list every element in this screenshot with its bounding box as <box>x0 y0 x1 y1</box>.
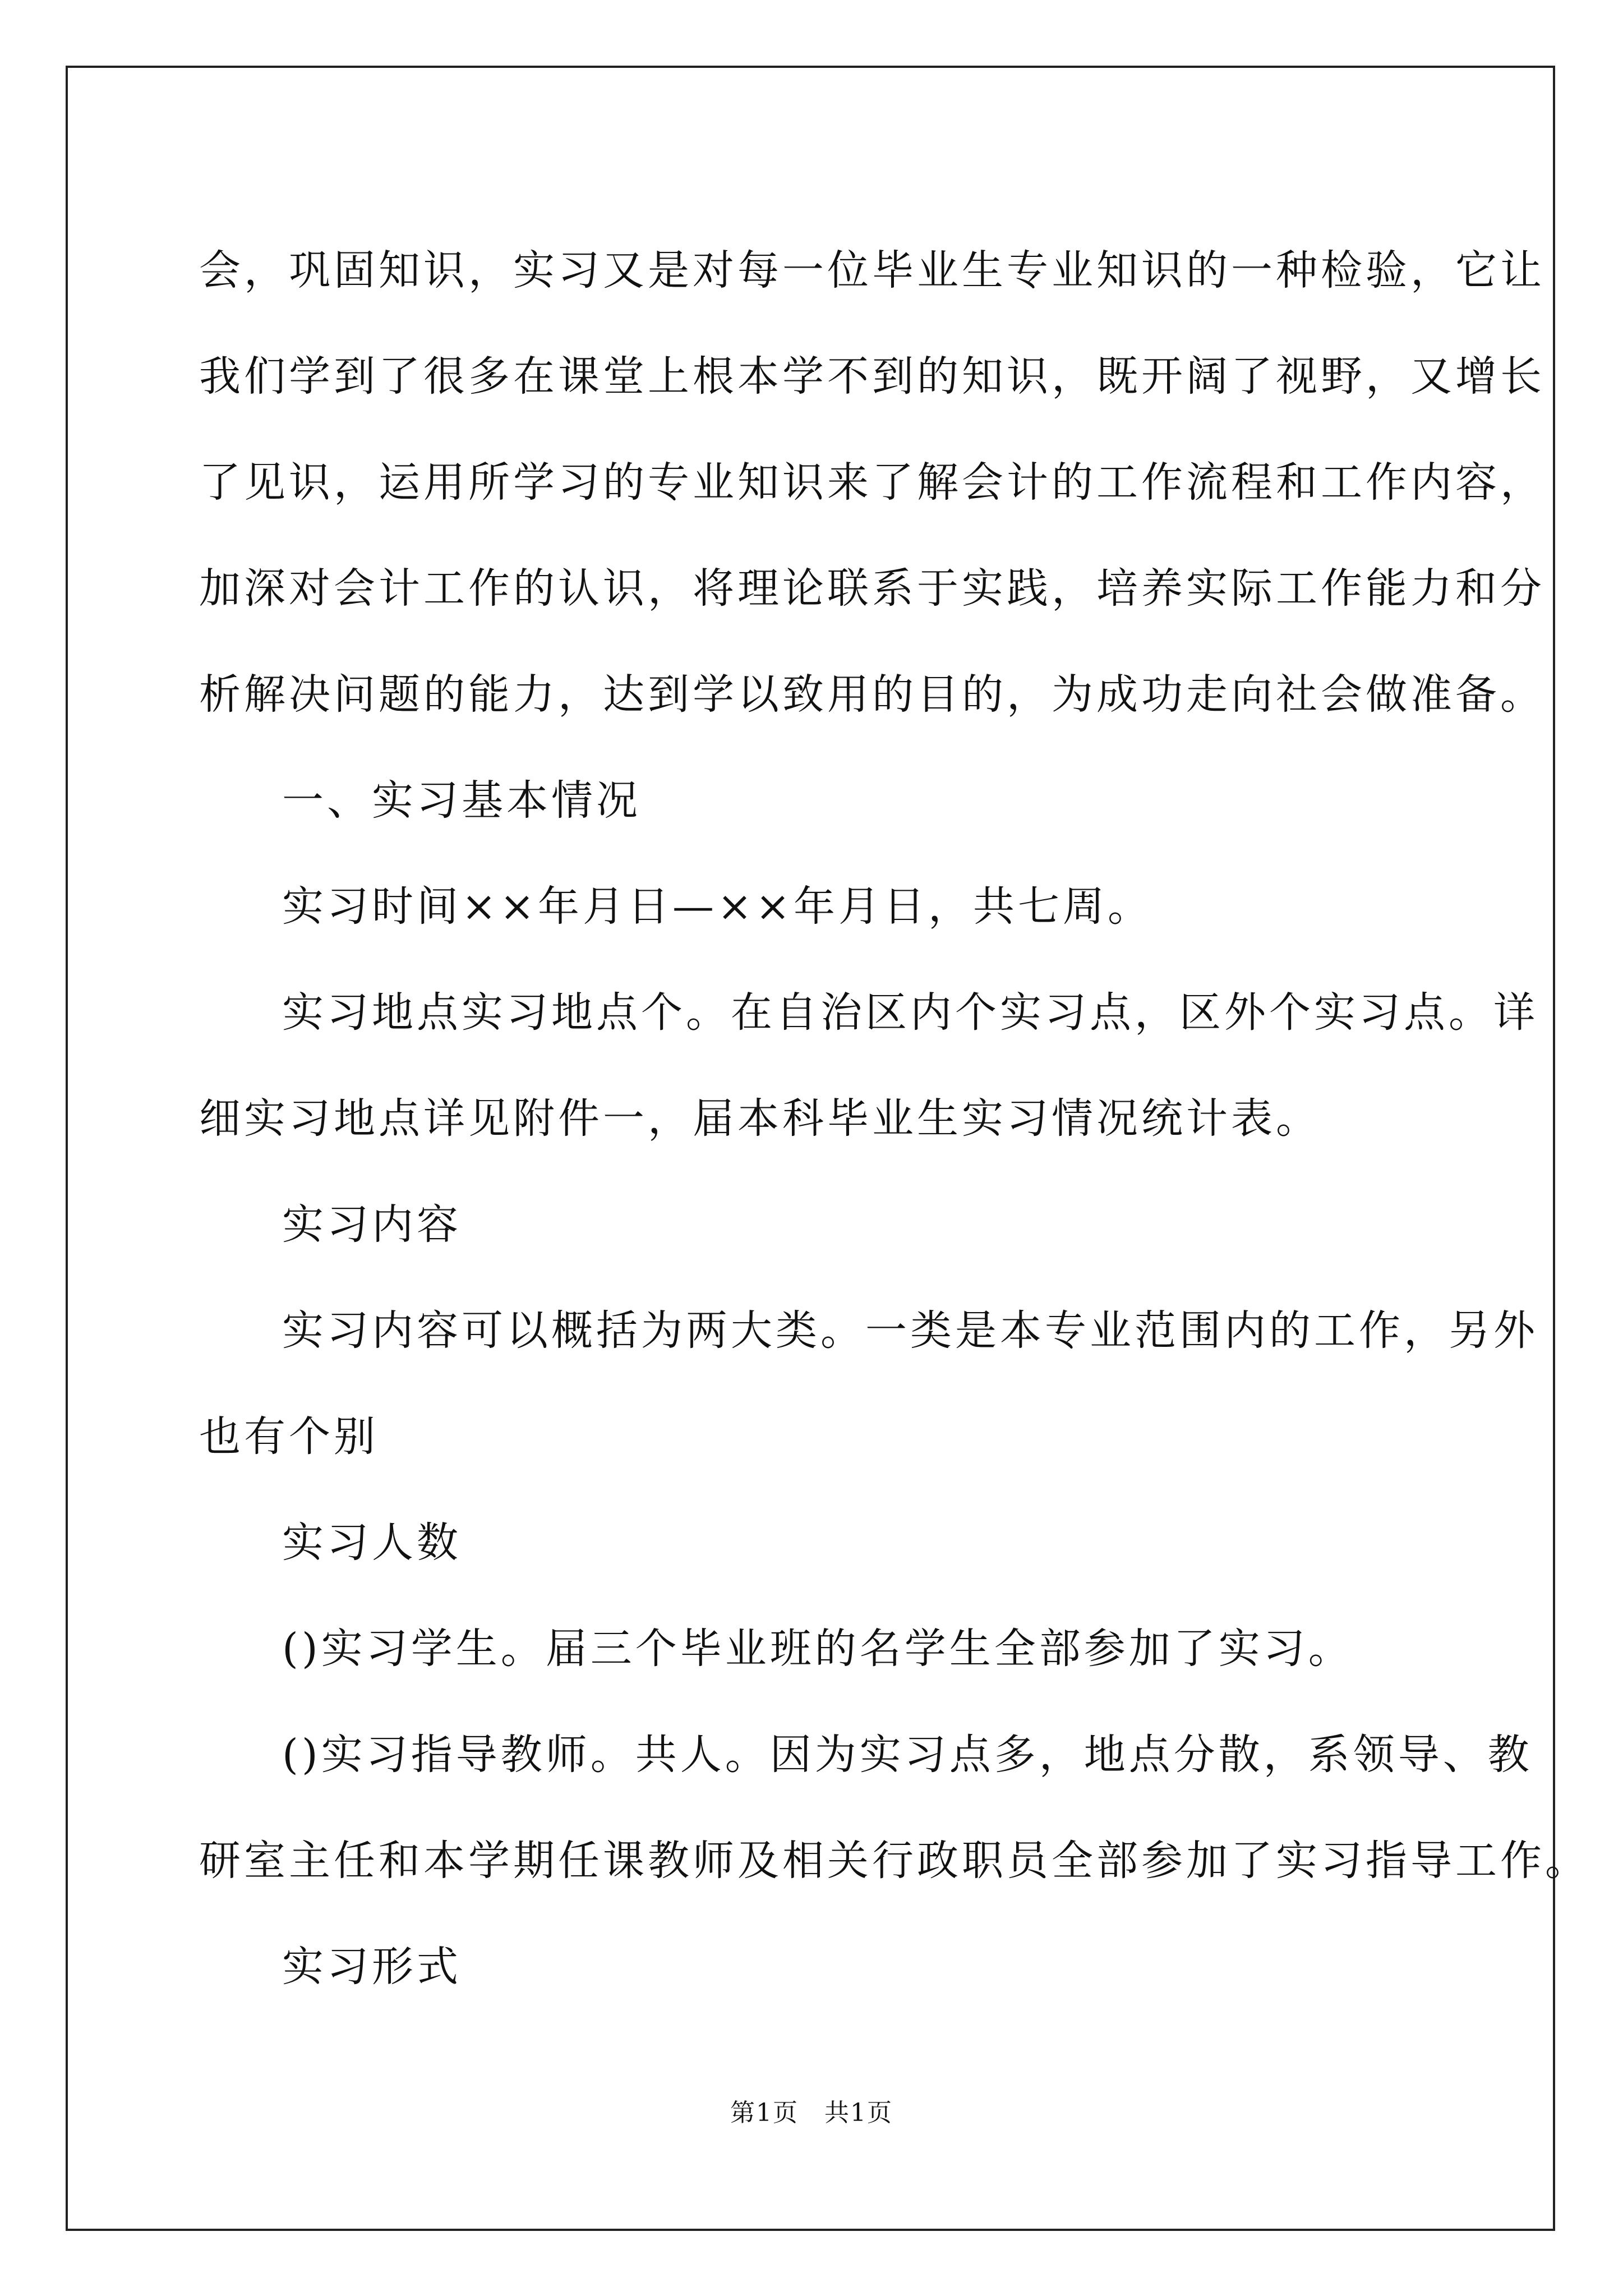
document-body <box>199 218 1590 2020</box>
text-line: 我们学到了很多在课堂上根本学不到的知识，既开阔了视野，又增长 <box>199 352 1545 401</box>
page-number: 第1页 共1页 <box>730 2099 893 2127</box>
text-line: 实习时间××年月日—××年月日，共七周。 <box>282 882 1153 931</box>
text-line: 了见识，运用所学习的专业知识来了解会计的工作流程和工作内容， <box>199 458 1545 507</box>
subsection-heading: 实习形式 <box>282 1943 462 1991</box>
text-line: 加深对会计工作的认识，将理论联系于实践，培养实际工作能力和分 <box>199 564 1545 613</box>
text-line: 细实习地点详见附件一，届本科毕业生实习情况统计表。 <box>199 1094 1321 1143</box>
text-line: 也有个别 <box>199 1412 379 1461</box>
text-line: 析解决问题的能力，达到学以致用的目的，为成功走向社会做准备。 <box>199 670 1545 719</box>
text-line: ()实习学生。届三个毕业班的名学生全部参加了实习。 <box>282 1625 1353 1673</box>
section-heading: 一、实习基本情况 <box>282 776 641 825</box>
text-line: 研室主任和本学期任课教师及相关行政职员全部参加了实习指导工作。 <box>199 1837 1590 1885</box>
subsection-heading: 实习内容 <box>282 1200 462 1249</box>
text-line: 会，巩固知识，实习又是对每一位毕业生专业知识的一种检验，它让 <box>199 246 1545 295</box>
text-line: 实习内容可以概括为两大类。一类是本专业范围内的工作，另外 <box>282 1306 1538 1355</box>
text-line: ()实习指导教师。共人。因为实习点多，地点分散，系领导、教 <box>282 1731 1533 1779</box>
text-line: 实习地点实习地点个。在自治区内个实习点，区外个实习点。详 <box>282 988 1538 1037</box>
subsection-heading: 实习人数 <box>282 1519 462 1567</box>
